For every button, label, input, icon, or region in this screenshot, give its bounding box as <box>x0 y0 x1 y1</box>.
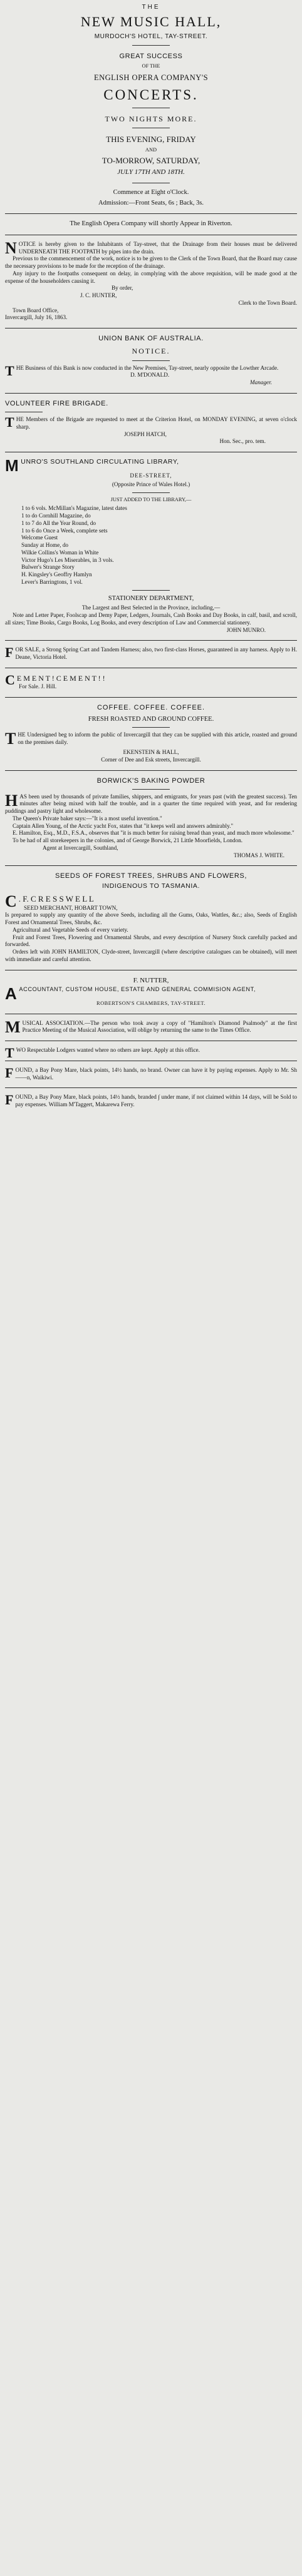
found-text-2: OUND, a Bay Pony Mare, black points, 14½ hands, branded ∫ under mane, if not claimed within 14 days, will be Sold to pay expenses. William M'Taggert, Makarewa Ferry. <box>15 1094 297 1108</box>
riverton-notice: The English Opera Company will shortly Appear in Riverton. <box>70 220 232 228</box>
coffee-text: HE Undersigned beg to inform the public of Invercargill that they can be supplied with this article, roasted and ground on the premises daily. <box>18 731 297 746</box>
cement-advert: C E M E N T ! C E M E N T ! ! For Sale. J. Hill. <box>5 674 297 691</box>
list-item: 1 to do Cornhill Magazine, do <box>21 512 91 519</box>
for-sale-advert: FOR SALE, a Strong Spring Cart and Tandem Harness; also, two first-class Horses, guaranteed in any harness. Apply to H. Deane, Victoria Hotel. <box>5 644 297 661</box>
music-hall-advert <box>5 4 297 207</box>
nutter-name: F. NUTTER, <box>133 976 169 984</box>
list-item: 1 to 6 do Once a Week, complete sets <box>21 527 108 534</box>
coffee-address: Corner of Dee and Esk streets, Invercargill. <box>101 756 201 763</box>
musical-text: USICAL ASSOCIATION.—The person who took away a copy of "Hamilton's Diamond Psalmody" at the first Practice Meeting of the Musical Association, will oblige by returning the same to the Times Office. <box>22 1019 297 1034</box>
opera-company: ENGLISH OPERA COMPANY'S <box>93 73 209 82</box>
drainage-date: Invercargill, July 16, 1863. <box>5 314 68 321</box>
list-item: Bulwer's Strange Story <box>21 564 75 571</box>
commence-time: Commence at Eight o'Clock. <box>113 189 189 196</box>
library-advert: MUNRO'S SOUTHLAND CIRCULATING LIBRARY, DEE-STREET, (Opposite Prince of Wales Hotel.) JUST ADDED TO THE LIBRARY,— 1 to 6 vols. McMillan's Magazine, latest dates 1 to do Cornhill Magazine, do 1 to 7 do All the Year Round, do 1 to 6 do Once a Week, complete sets Welcome Guest Sunday at Home, do Wilkie Collins's Woman in White Victor Hugo's Les Miserables, in 3 vols. Bulwer's Strange Story H. Kingsley's Geoffry Hamlyn Lever's Barringtons, 1 vol. STATIONERY DEPARTMENT, The Largest and Best Selected in the Province, including,— Note and Letter Paper, Foolscap and Demy Paper, Ledgers, Journals, Cash Books and Day Books, in calf, basil, and scroll, all sizes; Time Books, Cargo Books, Log Books, and every description of Law and Commercial stationery. JOHN MUNRO. <box>5 456 297 633</box>
fire-brigade-title: VOLUNTEER FIRE BRIGADE. <box>5 399 108 407</box>
baking-text-3: Captain Allen Young, of the Arctic yacht Fox, states that "it keeps well and answers admirably." <box>13 822 234 829</box>
coffee-signatory: EKENSTEIN & HALL, <box>123 748 179 755</box>
stationery-heading: STATIONERY DEPARTMENT, <box>108 594 194 602</box>
drainage-notice: NOTICE is hereby given to the Inhabitants of Tay-street, that the Drainage from their houses must be delivered UNDERNEATH THE FOOTPATH by pipes into the drain. Previous to the commencement of the work, notice is to be given to the Clerk of the Town Board, that the Board may cause the necessary provisions to be made for the reception of the drainage. Any injury to the footpaths consequent on delay, in complying with the above requisition, will be made good at the expense of the householders causing it. By order, J. C. HUNTER, Clerk to the Town Board. Town Board Office, Invercargill, July 16, 1863. <box>5 238 297 321</box>
newspaper-page <box>5 0 297 1109</box>
two-nights: TWO NIGHTS MORE. <box>105 115 197 124</box>
music-hall-title: NEW MUSIC HALL, <box>80 13 222 29</box>
baking-powder-advert: BORWICK'S BAKING POWDER HAS been used by thousands of private families, shippers, and emigrants, for years past (with the greatest success). Ten minutes after being mixed with half the trouble, and in a quarter the time required with yeast, and for rendering puddings and pastry light and wholesome. The Queen's Private baker says:—"It is a most useful invention." Captain Allen Young, of the Arctic yacht Fox, states that "it keeps well and answers admirably." E. Hamilton, Esq., M.D., F.S.A., observes that "it is much better for raising bread than yeast, and much more wholesome." To be had of all storekeepers in the colonies, and of George Borwick, 21 Little Moorfields, London. Agent at Invercargill, Southland, THOMAS J. WHITE. <box>5 776 297 858</box>
baking-text-5: To be had of all storekeepers in the colonies, and of George Borwick, 21 Little Moorfields, London. <box>13 837 243 844</box>
music-hall-location: MURDOCH'S HOTEL, TAY-STREET. <box>94 33 208 40</box>
found-text-1: OUND, a Bay Pony Mare, black points, 14½ hands, no brand. Owner can have it by paying expenses. Apply to Mr. Sh——n, Waikiwi. <box>15 1066 297 1081</box>
library-book-list <box>5 505 297 586</box>
seeds-title: SEEDS OF FOREST TREES, SHRUBS AND FLOWERS, <box>55 872 247 880</box>
seeds-merchant-role: SEED MERCHANT, HOBART TOWN, <box>24 904 118 911</box>
list-item: H. Kingsley's Geoffry Hamlyn <box>21 571 92 578</box>
baking-powder-title: BORWICK'S BAKING POWDER <box>96 776 206 785</box>
union-bank-title: UNION BANK OF AUSTRALIA. <box>98 335 204 343</box>
seeds-text-1: Is prepared to supply any quantity of the above Seeds, including all the Gums, Oaks, Wattles, &c.; also, Seeds of English Forest and Ornamental Trees, Shrubs, &c. <box>5 912 297 926</box>
list-item: Lever's Barringtons, 1 vol. <box>21 579 83 585</box>
found-notice-2: FOUND, a Bay Pony Mare, black points, 14½ hands, branded ∫ under mane, if not claimed within 14 days, will be Sold to pay expenses. William M'Taggert, Makarewa Ferry. <box>5 1092 297 1108</box>
union-bank-notice: UNION BANK OF AUSTRALIA. NOTICE. THE Business of this Bank is now conducted in the New Premises, Tay-street, nearly opposite the Lowther Arcade. D. M'DONALD. Manager. <box>5 334 297 387</box>
drainage-signatory: J. C. HUNTER, <box>80 292 117 299</box>
great-success: GREAT SUCCESS <box>119 52 183 60</box>
and-label: AND <box>145 147 157 153</box>
library-title: UNRO'S SOUTHLAND CIRCULATING LIBRARY, <box>21 458 179 466</box>
list-item: Wilkie Collins's Woman in White <box>21 549 99 556</box>
fire-brigade-signatory: JOSEPH HATCH, <box>124 430 167 437</box>
the-label: THE <box>142 4 160 11</box>
drainage-signatory-title: Clerk to the Town Board. <box>238 299 297 306</box>
baking-text-4: E. Hamilton, Esq., M.D., F.S.A., observes that "it is much better for raising bread than yeast, and much more wholesome." <box>13 830 294 837</box>
fire-brigade-role: Hon. Sec., pro. tem. <box>219 438 266 445</box>
coffee-sub: FRESH ROASTED AND GROUND COFFEE. <box>88 716 214 723</box>
seeds-sub: INDIGENOUS TO TASMANIA. <box>102 882 200 890</box>
lodgers-text: WO Respectable Lodgers wanted where no others are kept. Apply at this office. <box>16 1047 200 1054</box>
list-item: 1 to 6 vols. McMillan's Magazine, latest dates <box>21 505 127 512</box>
concert-dates: JULY 17TH AND 18TH. <box>117 168 185 176</box>
seeds-text-2: Agricultural and Vegetable Seeds of every variety. <box>13 926 128 933</box>
cement-title: E M E N T ! C E M E N T ! ! <box>16 673 105 683</box>
coffee-title: COFFEE. COFFEE. COFFEE. <box>96 703 206 711</box>
admission-prices: Admission:—Front Seats, 6s ; Back, 3s. <box>98 199 204 206</box>
for-sale-text: OR SALE, a Strong Spring Cart and Tandem Harness; also, two first-class Horses, guaranteed in any harness. Apply to H. Deane, Victoria Hotel. <box>15 646 297 661</box>
stationery-description: Note and Letter Paper, Foolscap and Demy Paper, Ledgers, Journals, Cash Books and Day Books, in calf, basil, and scroll, all sizes; Time Books, Cargo Books, Log Books, and every description of Law and Commercial stationery. <box>5 611 297 626</box>
library-signatory: JOHN MUNRO. <box>226 626 266 633</box>
baking-agent: Agent at Invercargill, Southland, <box>43 844 118 851</box>
coffee-advert: COFFEE. COFFEE. COFFEE. FRESH ROASTED AND GROUND COFFEE. THE Undersigned beg to inform the public of Invercargill that they can be supplied with this article, roasted and ground on the premises daily. EKENSTEIN & HALL, Corner of Dee and Esk streets, Invercargill. <box>5 703 297 763</box>
of-the: OF THE <box>142 63 160 69</box>
drainage-office: Town Board Office, <box>13 307 59 313</box>
fire-brigade-notice: VOLUNTEER FIRE BRIGADE. THE Members of the Brigade are requested to meet at the Criterion Hotel, on MONDAY EVENING, at seven o'clock sharp. JOSEPH HATCH, Hon. Sec., pro. tem. <box>5 399 297 445</box>
nutter-address: ROBERTSON'S CHAMBERS, TAY-STREET. <box>96 1000 206 1006</box>
musical-association-notice: MUSICAL ASSOCIATION.—The person who took away a copy of "Hamilton's Diamond Psalmody" at the first Practice Meeting of the Musical Association, will oblige by returning the same to the Times Office. <box>5 1017 297 1036</box>
nutter-advert: F. NUTTER, AACCOUNTANT, CUSTOM HOUSE, ESTATE AND GENERAL COMMISION AGENT, ROBERTSON'S CHAMBERS, TAY-STREET. <box>5 976 297 1007</box>
baking-signatory: THOMAS J. WHITE. <box>234 852 284 858</box>
lodgers-notice: TWO Respectable Lodgers wanted where no others are kept. Apply at this office. <box>5 1045 200 1061</box>
drainage-by-order: By order, <box>112 285 133 292</box>
drainage-text-1: OTICE is hereby given to the Inhabitants of Tay-street, that the Drainage from their houses must be delivered UNDERNEATH THE FOOTPATH by pipes into the drain. <box>18 240 297 255</box>
list-item: Victor Hugo's Les Miserables, in 3 vols. <box>21 556 114 563</box>
baking-text-2: The Queen's Private baker says:—"It is a most useful invention." <box>13 815 162 822</box>
union-bank-role: Manager. <box>250 379 272 386</box>
union-bank-notice-heading: NOTICE. <box>132 347 170 356</box>
cement-sub: For Sale. J. Hill. <box>19 683 57 690</box>
seeds-merchant-name: . F. C R E S S W E L L <box>18 893 94 904</box>
list-item: 1 to 7 do All the Year Round, do <box>21 519 96 526</box>
stationery-largest: The Largest and Best Selected in the Province, including,— <box>81 604 221 611</box>
list-item: Sunday at Home, do <box>21 542 69 549</box>
found-notice-1: FOUND, a Bay Pony Mare, black points, 14½ hands, no brand. Owner can have it by paying expenses. Apply to Mr. Sh——n, Waikiwi. <box>5 1064 297 1081</box>
tomorrow-saturday: TO-MORROW, SATURDAY, <box>102 155 200 165</box>
drainage-text-2: Previous to the commencement of the work, notice is to be given to the Clerk of the Town Board, that the Board may cause the necessary provisions to be made for the reception of the drainage. <box>5 255 297 270</box>
library-just-added: JUST ADDED TO THE LIBRARY,— <box>110 496 192 502</box>
library-opposite: (Opposite Prince of Wales Hotel.) <box>112 481 190 487</box>
concerts-heading: CONCERTS. <box>103 86 199 103</box>
union-bank-text: HE Business of this Bank is now conducted in the New Premises, Tay-street, nearly opposite the Lowther Arcade. <box>16 364 279 371</box>
seeds-text-3: Fruit and Forest Trees, Flowering and Ornamental Shrubs, and every description of Nursery Stock carefully packed and forwarded. <box>5 934 297 948</box>
list-item: Welcome Guest <box>21 534 58 541</box>
baking-text-1: AS been used by thousands of private families, shippers, and emigrants, for years past (with the greatest success). Ten minutes after being mixed with half the trouble, and in a quarter the time required with yeast, and for rendering puddings and pastry light and wholesome. <box>5 793 297 815</box>
union-bank-signatory: D. M'DONALD. <box>130 372 170 379</box>
library-street: DEE-STREET, <box>130 472 172 479</box>
nutter-text: ACCOUNTANT, CUSTOM HOUSE, ESTATE AND GENERAL COMMISION AGENT, <box>19 985 256 992</box>
fire-brigade-text: HE Members of the Brigade are requested to meet at the Criterion Hotel, on MONDAY EVENING, at seven o'clock sharp. <box>16 416 297 430</box>
seeds-text-4: Orders left with JOHN HAMILTON, Clyde-street, Invercargill (where descriptive catalogues can be obtained), will meet with immediate and careful attention. <box>5 949 297 962</box>
drainage-text-3: Any injury to the footpaths consequent on delay, in complying with the above requisition, will be made good at the expense of the householders causing it. <box>5 270 297 284</box>
seeds-advert: SEEDS OF FOREST TREES, SHRUBS AND FLOWERS, INDIGENOUS TO TASMANIA. C . F. C R E S S W E L L SEED MERCHANT, HOBART TOWN, Is prepared to supply any quantity of the above Seeds, including all the Gums, Oaks, Wattles, &c.; also, Seeds of English Forest and Ornamental Trees, Shrubs, &c. Agricultural and Vegetable Seeds of every variety. Fruit and Forest Trees, Flowering and Ornamental Shrubs, and every description of Nursery Stock carefully packed and forwarded. Orders left with JOHN HAMILTON, Clyde-street, Invercargill (where descriptive catalogues can be obtained), will meet with immediate and careful attention. <box>5 872 297 962</box>
evening-friday: THIS EVENING, FRIDAY <box>106 135 196 145</box>
